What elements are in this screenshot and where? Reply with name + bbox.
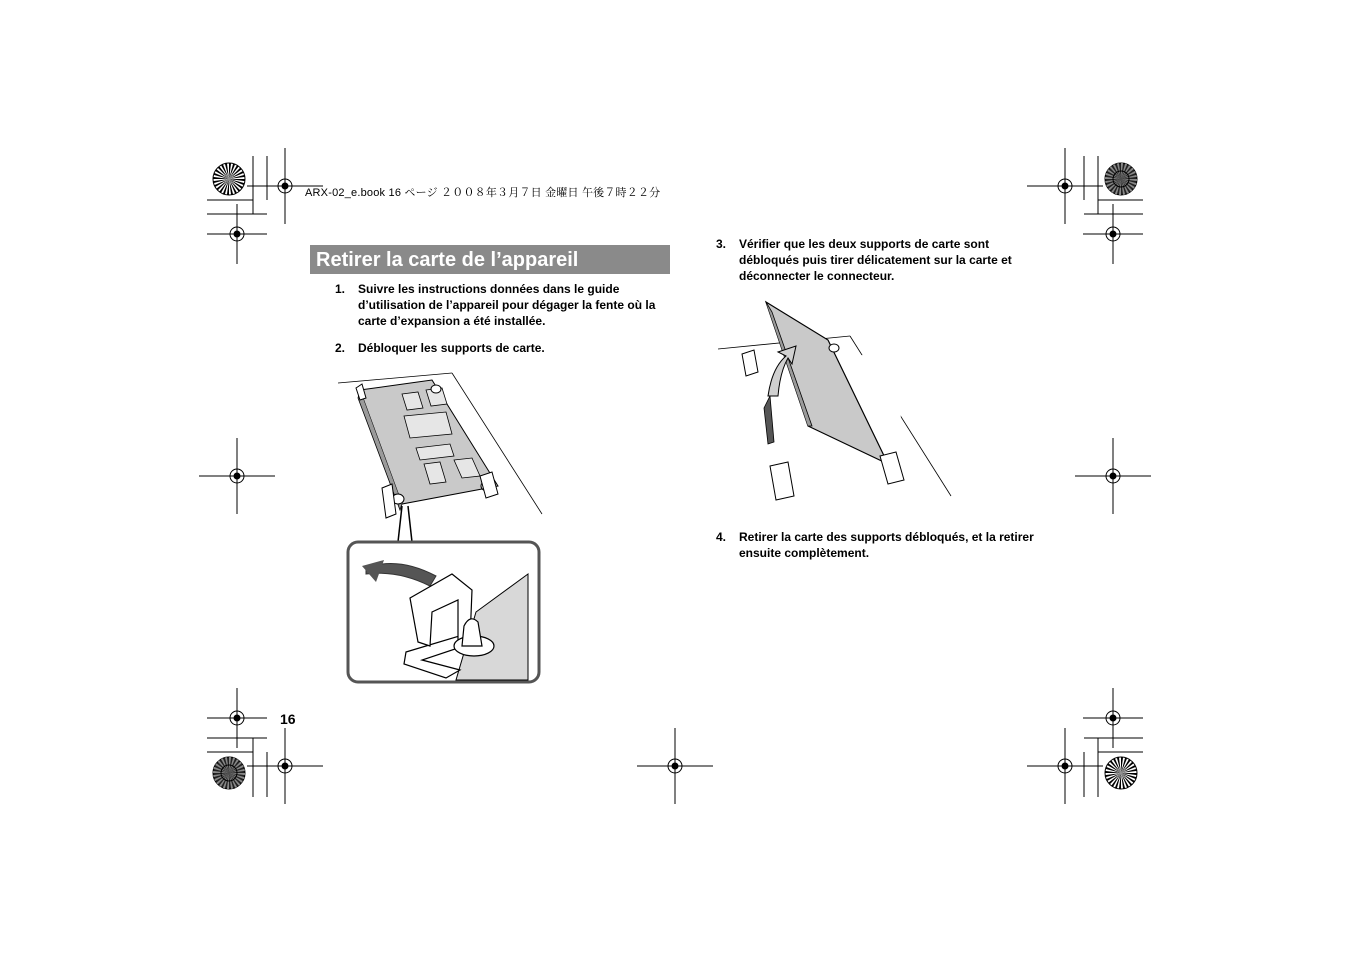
step-text: Vérifier que les deux supports de carte sont débloqués puis tirer délicatement sur la carte et déconnecter le connecteur. [739, 237, 1012, 283]
step-text: Suivre les instructions données dans le guide d’utilisation de l’appareil pour dégager la fente où la carte d’expansion a été installée. [358, 282, 656, 328]
registration-crosshair [1083, 688, 1143, 748]
registration-crosshair [1083, 204, 1143, 264]
step-number: 3. [716, 237, 727, 251]
registration-crosshair [1027, 728, 1103, 804]
step-text: Retirer la carte des supports débloqués, et la retirer ensuite complètement. [739, 530, 1034, 560]
registration-crosshair [199, 438, 275, 514]
registration-sunburst [213, 163, 245, 195]
registration-crosshair [247, 728, 323, 804]
step-number: 2. [335, 341, 346, 355]
figure-card-tilted-out [716, 296, 956, 506]
figure-holder-unlock-detail [346, 502, 542, 686]
registration-sunburst [213, 757, 245, 789]
print-header-line: ARX-02_e.book 16 ページ ２００８年３月７日 金曜日 午後７時２２分 [305, 187, 661, 199]
step-text: Débloquer les supports de carte. [358, 341, 545, 355]
registration-crosshair [1027, 148, 1103, 224]
registration-crosshair [1075, 438, 1151, 514]
registration-crosshair [207, 204, 267, 264]
page-number: 16 [280, 711, 296, 727]
registration-crosshair [207, 688, 267, 748]
step-number: 4. [716, 530, 727, 544]
registration-sunburst [1105, 757, 1137, 789]
step-number: 1. [335, 282, 346, 296]
registration-sunburst [1105, 163, 1137, 195]
registration-crosshair [637, 728, 713, 804]
section-title: Retirer la carte de l’appareil [310, 245, 670, 274]
